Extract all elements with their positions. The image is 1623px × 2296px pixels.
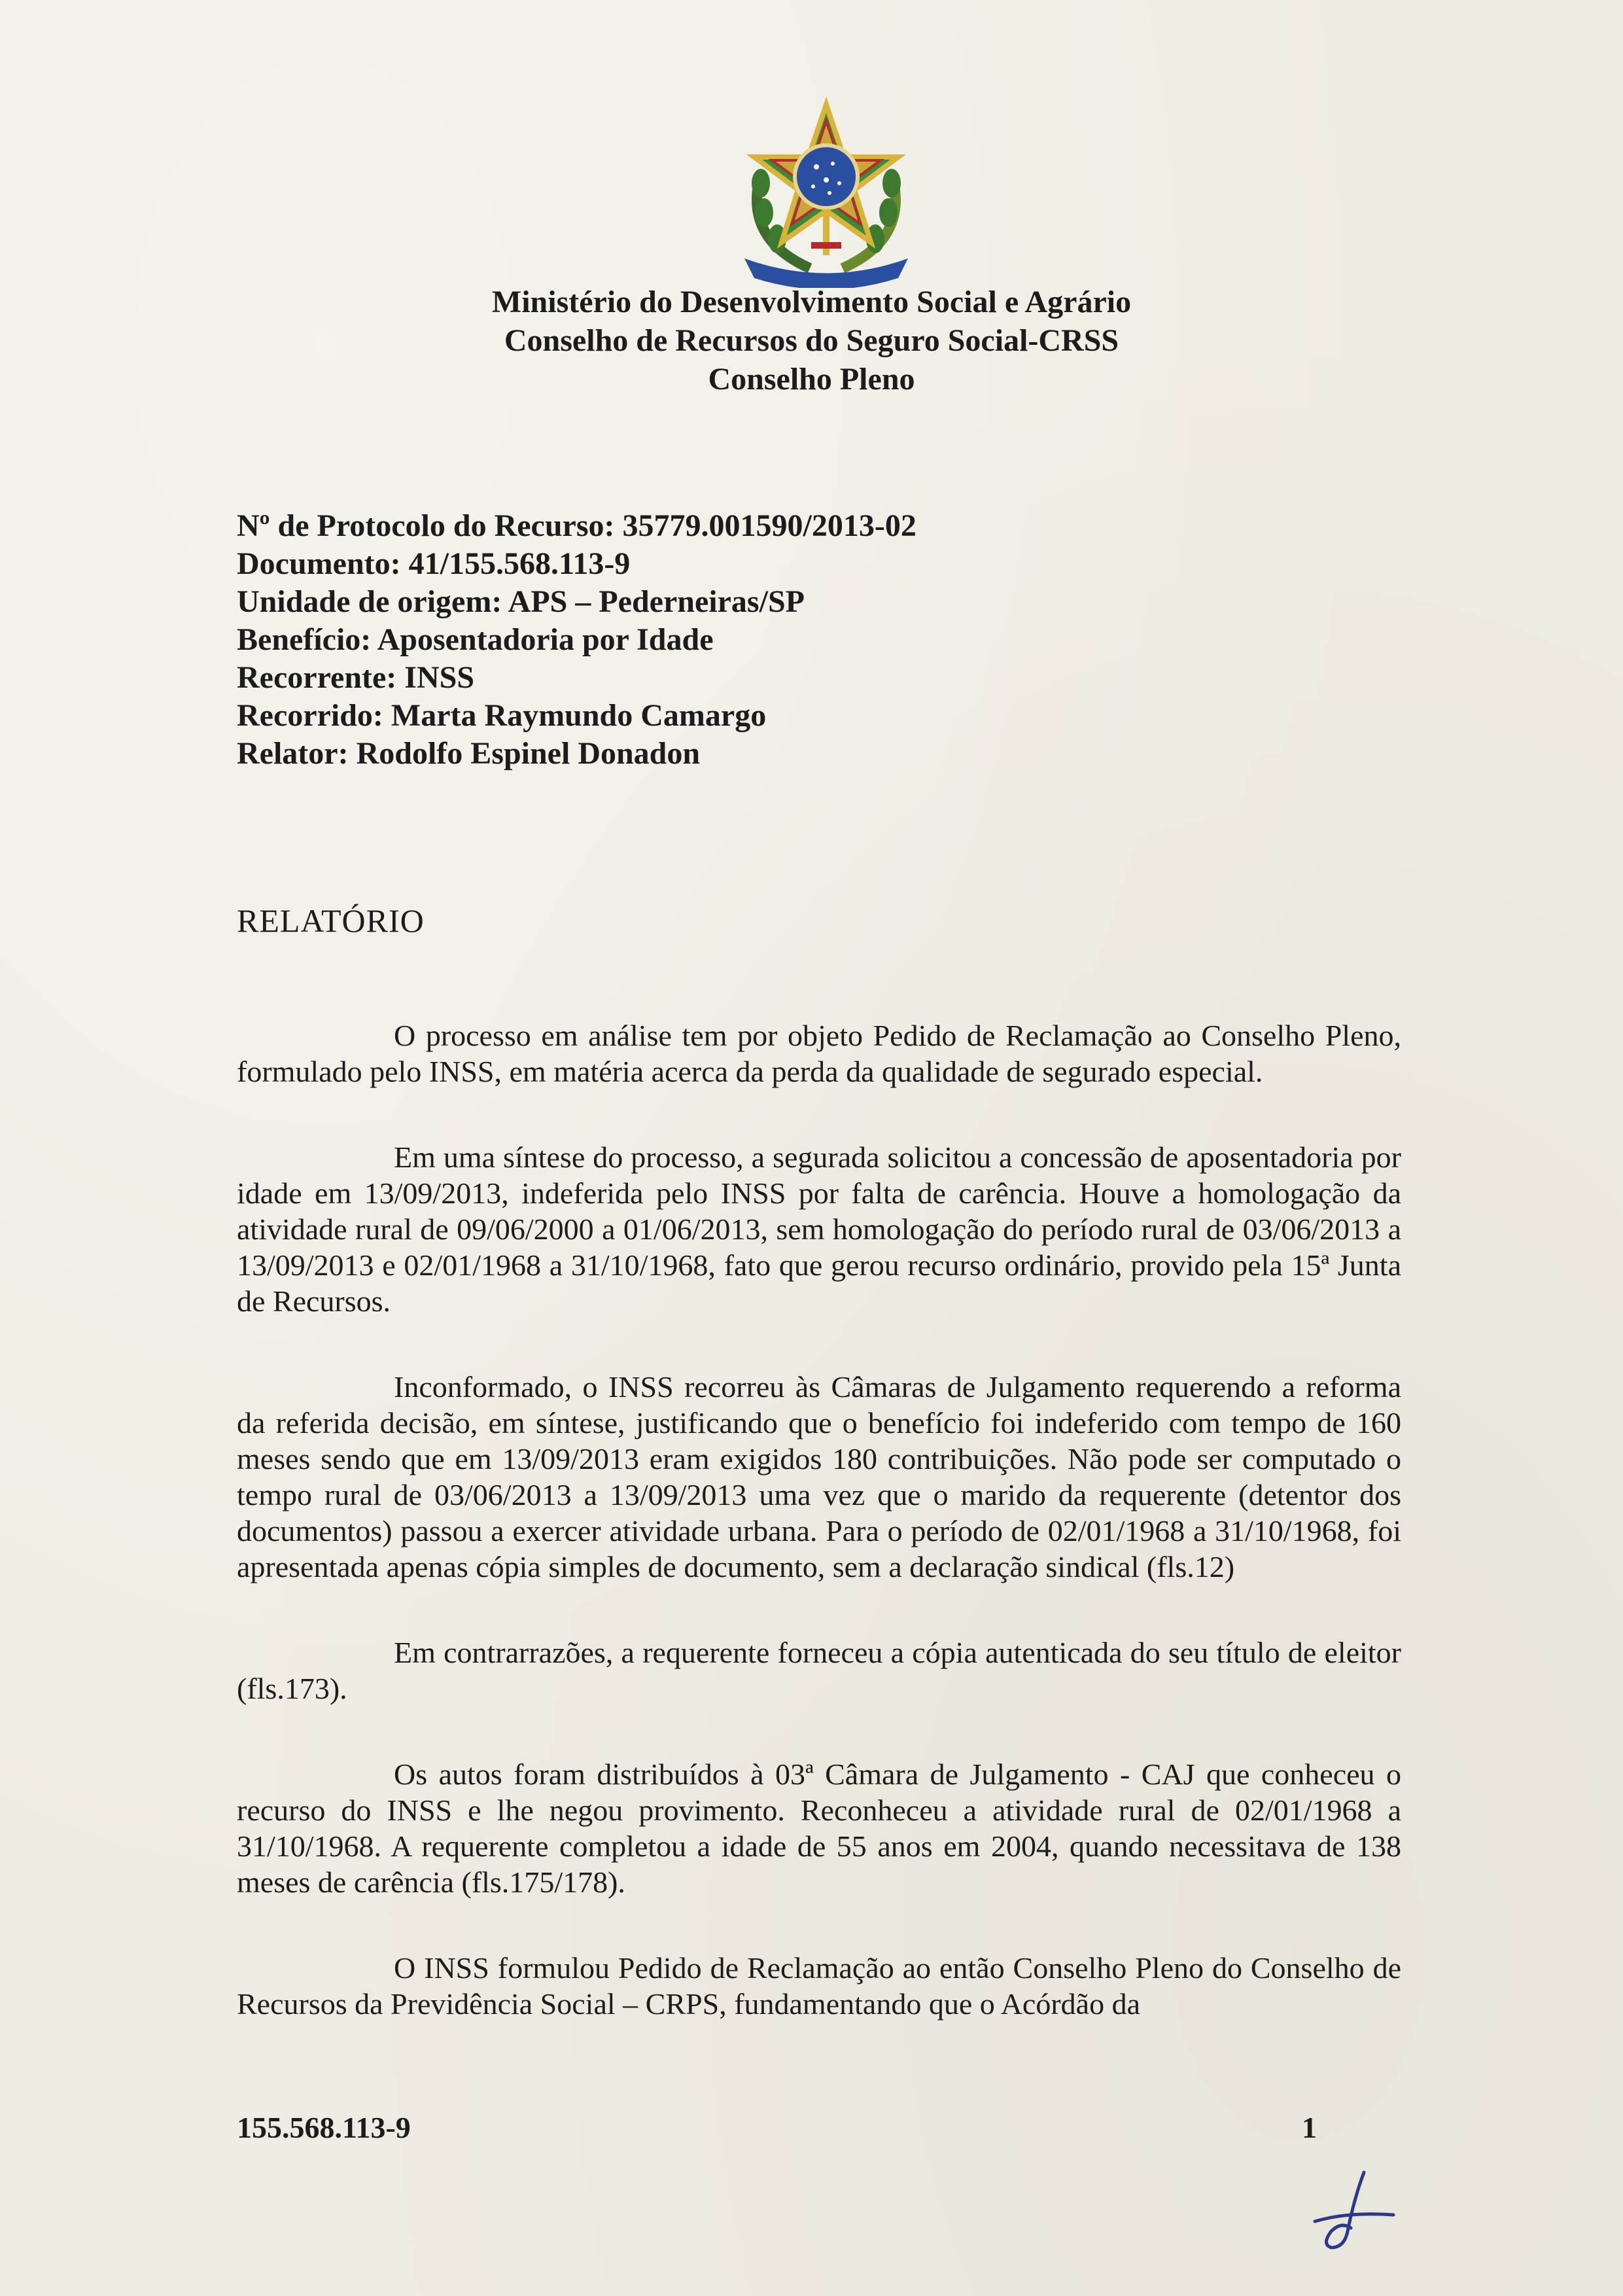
section-title: RELATÓRIO bbox=[237, 902, 425, 939]
footer-document-number: 155.568.113-9 bbox=[237, 2111, 411, 2144]
council-name: Conselho de Recursos do Seguro Social-CRSS bbox=[504, 323, 1119, 358]
paragraph: Os autos foram distribuídos à 03ª Câmara de Julgamento - CAJ que conheceu o recurso do INSS e lhe negou provimento. Reconheceu a atividade rural de 02/01/1968 a 31/10/1968. A requerente completou a idade de 55 anos em 2004, quando necessitava de 138 meses de carência (fls.175/178). bbox=[237, 1757, 1401, 1899]
meta-appellant: Recorrente: INSS bbox=[237, 660, 475, 695]
report-body bbox=[237, 1017, 1401, 2072]
meta-origin-unit: Unidade de origem: APS – Pederneiras/SP bbox=[237, 584, 805, 619]
ministry-name: Ministério do Desenvolvimento Social e Agrário bbox=[491, 285, 1132, 319]
paragraph: Em contrarrazões, a requerente forneceu a cópia autenticada do seu título de eleitor (fls.173). bbox=[237, 1636, 1401, 1705]
meta-rapporteur: Relator: Rodolfo Espinel Donadon bbox=[237, 736, 701, 771]
page-number: 1 bbox=[1302, 2111, 1317, 2144]
council-body: Conselho Pleno bbox=[708, 362, 915, 397]
paragraph: O processo em análise tem por objeto Pedido de Reclamação ao Conselho Pleno, formulado pelo INSS, em matéria acerca da perda da qualidade de segurado especial. bbox=[237, 1019, 1401, 1088]
handwritten-initial bbox=[1302, 2159, 1406, 2257]
coat-of-arms-emblem bbox=[731, 92, 921, 288]
meta-respondent: Recorrido: Marta Raymundo Camargo bbox=[237, 698, 767, 733]
meta-protocol: Nº de Protocolo do Recurso: 35779.001590/2013-02 bbox=[237, 508, 916, 543]
paragraph: Em uma síntese do processo, a segurada solicitou a concessão de aposentadoria por idade em 13/09/2013, indeferida pelo INSS por falta de carência. Houve a homologação da atividade rural de 09/06/2000 a 01/06/2013, sem homologação do período rural de 03/06/2013 a 13/09/2013 e 02/01/1968 a 31/10/1968, fato que gerou recurso ordinário, provido pela 15ª Junta de Recursos. bbox=[237, 1140, 1401, 1318]
meta-document: Documento: 41/155.568.113-9 bbox=[237, 546, 631, 581]
case-metadata bbox=[237, 507, 1414, 773]
paragraph: Inconformado, o INSS recorreu às Câmaras de Julgamento requerendo a reforma da referida decisão, em síntese, justificando que o benefício foi indeferido com tempo de 160 meses sendo que em 13/09/2013 eram exigidos 180 contribuições. Não pode ser computado o tempo rural de 03/06/2013 a 13/09/2013 uma vez que o marido da requerente (detentor dos documentos) passou a exercer atividade urbana. Para o período de 02/01/1968 a 31/10/1968, foi apresentada apenas cópia simples de documento, sem a declaração sindical (fls.12) bbox=[237, 1370, 1401, 1583]
document-header bbox=[0, 283, 1623, 398]
meta-benefit: Benefício: Aposentadoria por Idade bbox=[237, 622, 714, 657]
paragraph: O INSS formulou Pedido de Reclamação ao então Conselho Pleno do Conselho de Recursos da Previdência Social – CRPS, fundamentando que o Acórdão da bbox=[237, 1951, 1401, 2021]
